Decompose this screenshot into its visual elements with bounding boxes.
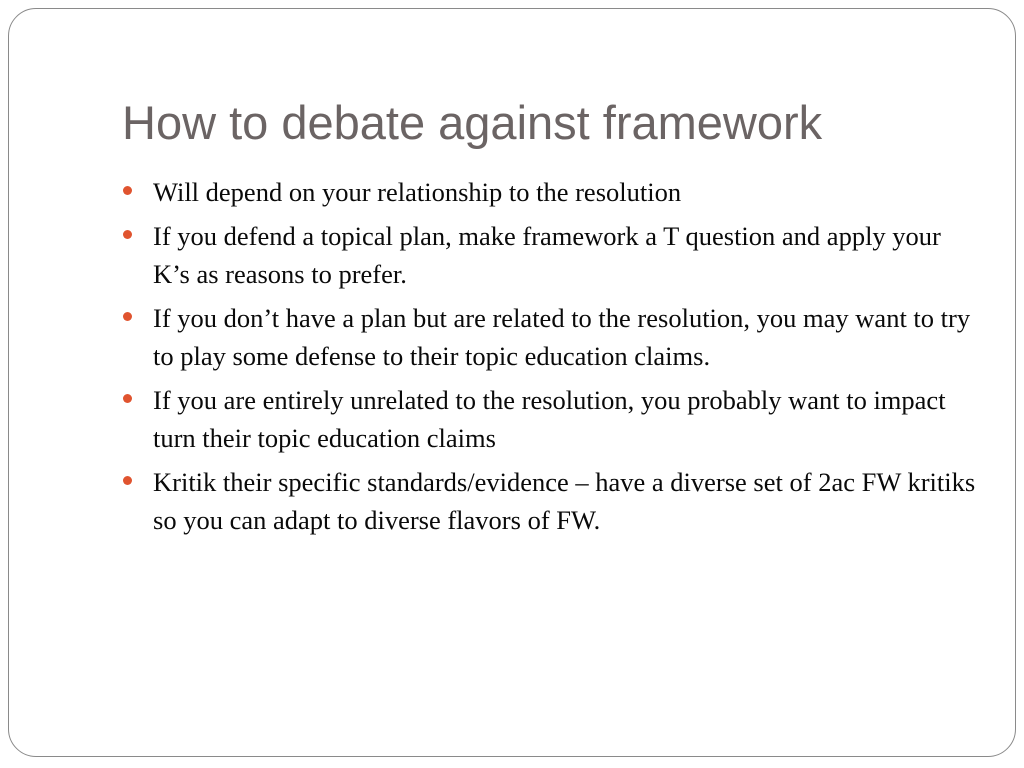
bullet-text: Kritik their specific standards/evidence – have a diverse set of 2ac FW kritiks so you can adapt to diverse flavors of FW. [153, 467, 976, 535]
bullet-item [122, 463, 977, 539]
bullet-dot-icon [123, 476, 132, 485]
bullet-item [122, 217, 977, 293]
bullet-text: If you defend a topical plan, make framework a T question and apply your K’s as reasons to prefer. [153, 221, 941, 289]
slide [8, 8, 1016, 757]
bullet-text: If you are entirely unrelated to the resolution, you probably want to impact turn their topic education claims [153, 385, 946, 453]
slide-title: How to debate against framework [122, 96, 823, 149]
bullet-dot-icon [123, 186, 132, 195]
bullet-text: Will depend on your relationship to the resolution [153, 177, 682, 207]
bullet-item [122, 381, 977, 457]
bullet-item [122, 299, 977, 375]
bullet-dot-icon [123, 394, 132, 403]
bullet-text: If you don’t have a plan but are related to the resolution, you may want to try to play some defense to their topic education claims. [153, 303, 971, 371]
bullet-list [122, 173, 977, 545]
bullet-dot-icon [123, 230, 132, 239]
bullet-item [122, 173, 977, 211]
bullet-dot-icon [123, 312, 132, 321]
